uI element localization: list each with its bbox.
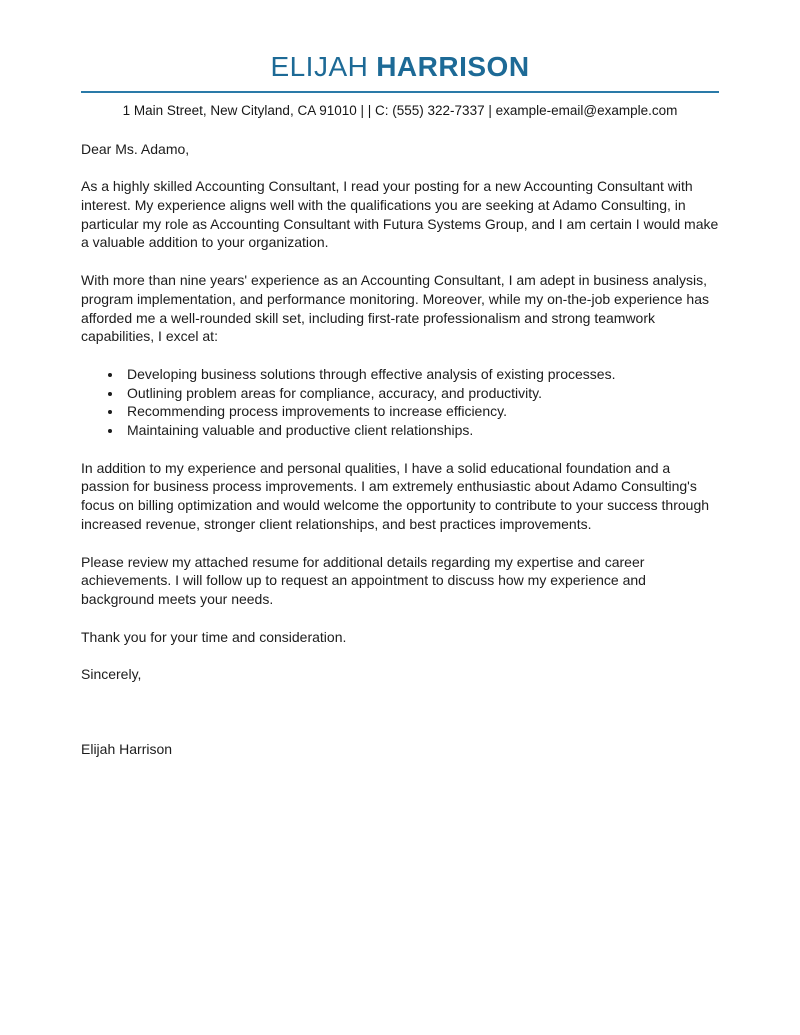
signature-name: Elijah Harrison xyxy=(81,741,173,758)
paragraph-experience: With more than nine years' experience as an Accounting Consultant, I am adept in business analysis, program implementation, and performance monitoring. Moreover, while my on-the-job experience has afforded me a well-rounded skill set, including first-rate professionalism and strong teamwork capabilities, I excel at: xyxy=(81,272,709,345)
skills-list-item: • Maintaining valuable and productive client relationships. xyxy=(123,421,719,440)
candidate-name xyxy=(81,50,719,84)
candidate-last-name: HARRISON xyxy=(376,51,530,82)
letter-header xyxy=(81,50,719,118)
valediction: Sincerely, xyxy=(81,666,142,683)
salutation: Dear Ms. Adamo, xyxy=(81,140,190,157)
skills-list-item: • Developing business solutions through effective analysis of existing processes. xyxy=(123,365,719,384)
skills-list-item: • Outlining problem areas for compliance, accuracy, and productivity. xyxy=(123,384,719,403)
header-divider xyxy=(81,91,719,93)
skills-list xyxy=(81,365,719,440)
thanks-line: Thank you for your time and consideration. xyxy=(81,628,347,645)
candidate-first-name: ELIJAH xyxy=(270,51,369,82)
paragraph-intro: As a highly skilled Accounting Consultant, I read your posting for a new Accounting Consultant with interest. My experience aligns well with the qualifications you are seeking at Adamo Consulting, in particular my role as Accounting Consultant with Futura Systems Group, and I am certain I would make a valuable addition to your organization. xyxy=(81,178,719,251)
contact-line: 1 Main Street, New Cityland, CA 91010 | | C: (555) 322-7337 | example-email@example.com xyxy=(122,102,678,118)
paragraph-followup: Please review my attached resume for additional details regarding my expertise and career achievements. I will follow up to request an appointment to discuss how my experience and background meets your needs. xyxy=(81,553,646,607)
letter-body xyxy=(81,140,719,759)
paragraph-education: In addition to my experience and personal qualities, I have a solid educational foundation and a passion for business process improvements. I am extremely enthusiastic about Adamo Consulting's focus on billing optimization and would welcome the opportunity to contribute to your success through increased revenue, stronger client relationships, and best practices improvements. xyxy=(81,459,710,532)
skills-list-item: • Recommending process improvements to increase efficiency. xyxy=(123,402,719,421)
